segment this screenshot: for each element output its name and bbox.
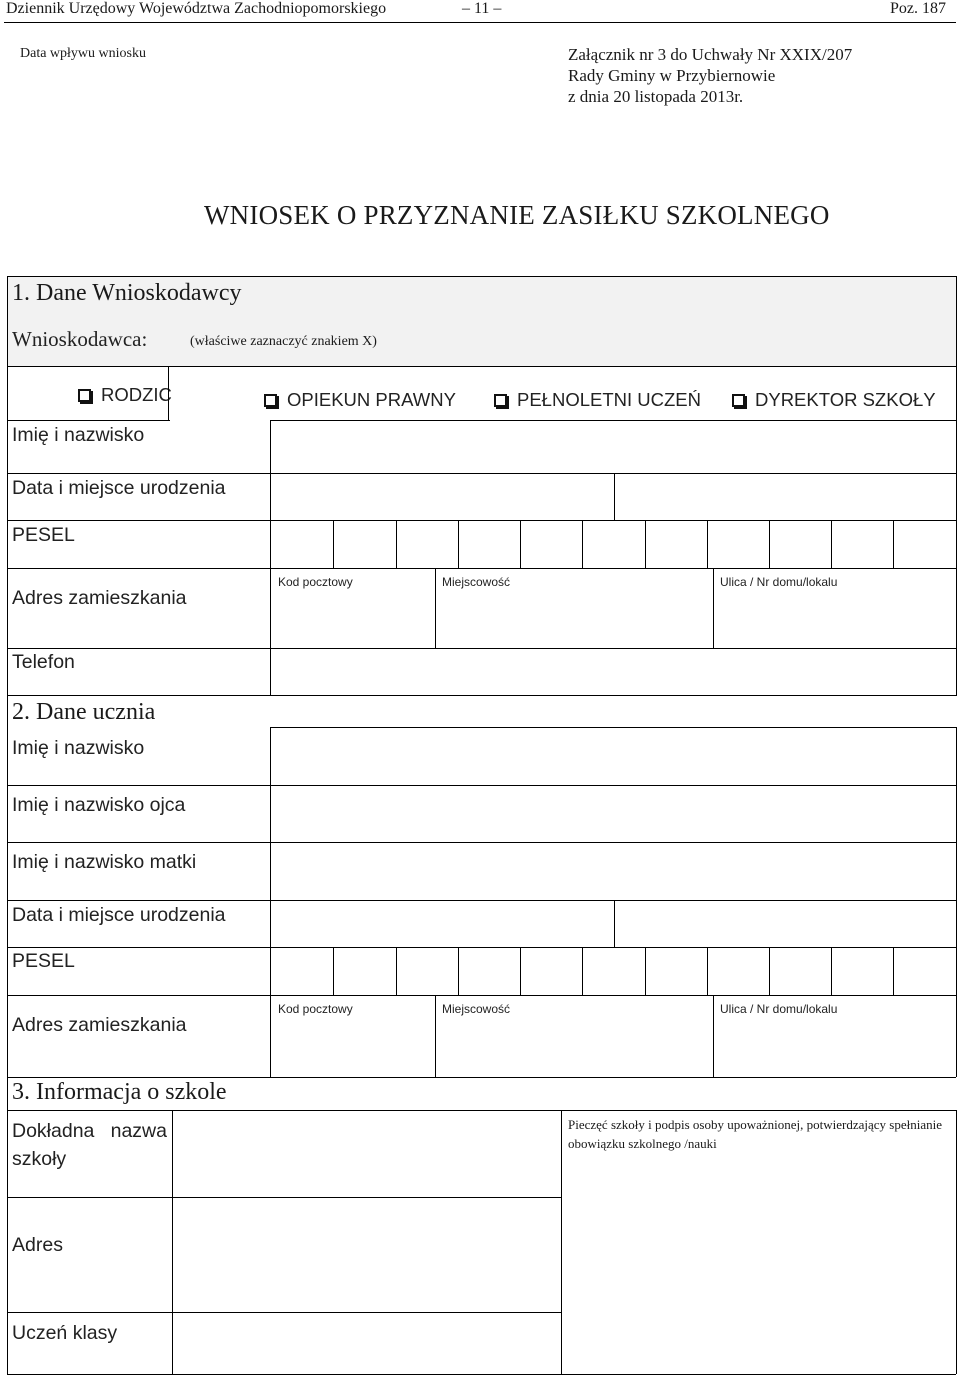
s2-birth-label: Data i miejsce urodzenia [12,904,226,926]
pesel-cell-divider [831,947,832,995]
s2-father-field[interactable] [273,787,955,841]
option-rodzic[interactable] [78,384,172,406]
header-rule [4,22,956,23]
table-rule [7,785,956,786]
table-border [956,727,957,1077]
table-rule [270,727,271,1077]
s1-name-field[interactable] [273,420,955,472]
s1-phone-field[interactable] [273,650,955,694]
checkbox-icon[interactable] [494,394,507,407]
s1-pesel-field[interactable] [273,521,955,567]
table-rule [7,276,956,277]
annex-reference [568,44,852,107]
pesel-cell-divider [645,947,646,995]
s2-mother-field[interactable] [273,844,955,899]
option-opiekun-label: OPIEKUN PRAWNY [287,389,456,410]
pesel-cell-divider [458,520,459,568]
table-rule [561,1110,562,1374]
s1-birth-label: Data i miejsce urodzenia [12,477,226,499]
s2-birth-place-field[interactable] [615,902,955,946]
s2-name-field[interactable] [273,730,955,784]
document-title: WNIOSEK O PRZYZNANIE ZASIŁKU SZKOLNEGO [204,200,830,230]
s2-father-label: Imię i nazwisko ojca [12,794,186,816]
pesel-cell-divider [520,947,521,995]
s1-name-label: Imię i nazwisko [12,424,145,446]
pesel-cell-divider [582,947,583,995]
table-rule [7,1110,956,1111]
table-rule [270,727,956,728]
journal-name: Dziennik Urzędowy Województwa Zachodniopomorskiego [6,0,387,17]
table-rule [435,568,436,648]
pesel-cell-divider [893,520,894,568]
option-dyrektor-szkoly[interactable] [732,389,936,411]
s1-city-label: Miejscowość [442,575,511,589]
pesel-cell-divider [893,947,894,995]
s1-postal-code-field[interactable] [273,592,433,647]
annex-line-1: Załącznik nr 3 do Uchwały Nr XXIX/207 [568,45,853,64]
s2-city-field[interactable] [436,1019,712,1075]
annex-line-3: z dnia 20 listopada 2013r. [568,87,744,106]
position-number: Poz. 187 [890,0,946,17]
s1-city-field[interactable] [436,592,712,647]
s2-pesel-label: PESEL [12,950,75,972]
pesel-cell-divider [645,520,646,568]
table-rule [7,842,956,843]
table-rule [168,366,169,420]
s2-name-label: Imię i nazwisko [12,737,145,759]
s2-street-field[interactable] [715,1019,955,1075]
section3-title: 3. Informacja o szkole [12,1079,227,1105]
s3-address-field[interactable] [174,1200,559,1310]
table-border [956,276,957,696]
pesel-cell-divider [396,947,397,995]
s2-postal-code-field[interactable] [273,1019,433,1075]
table-rule [7,1374,956,1375]
pesel-cell-divider [333,520,334,568]
s3-stamp-area[interactable] [564,1160,954,1372]
section1-title: 1. Dane Wnioskodawcy [12,280,242,306]
option-opiekun-prawny[interactable] [264,389,456,411]
pesel-cell-divider [707,520,708,568]
table-border [7,695,8,1077]
table-rule [7,366,956,367]
journal-header [0,0,960,22]
intake-date-label: Data wpływu wniosku [20,46,146,61]
table-rule [7,1312,561,1313]
pesel-cell-divider [831,520,832,568]
s1-street-label: Ulica / Nr domu/lokalu [720,575,838,589]
s1-pesel-label: PESEL [12,524,75,546]
s2-pesel-field[interactable] [273,948,955,993]
table-rule [7,1197,561,1198]
pesel-cell-divider [396,520,397,568]
table-rule [270,420,956,421]
option-pelnoletni-uczen[interactable] [494,389,701,411]
checkbox-icon[interactable] [78,389,91,402]
section2-title: 2. Dane ucznia [12,699,156,725]
option-rodzic-label: RODZIC [101,384,172,405]
table-border [7,276,8,696]
s1-postal-code-label: Kod pocztowy [278,575,353,589]
option-dyrektor-label: DYREKTOR SZKOŁY [755,389,936,410]
table-rule [614,473,615,520]
table-rule [713,995,714,1077]
s1-address-label: Adres zamieszkania [12,587,187,609]
s1-birth-date-field[interactable] [273,474,613,519]
checkbox-icon[interactable] [732,394,745,407]
table-rule [7,995,956,996]
table-rule [713,568,714,648]
s3-school-name-label: Dokładna nazwa szkoły [12,1120,167,1170]
s3-stamp-note: Pieczęć szkoły i podpis osoby upoważnionej, potwierdzający spełnianie obowiązku szkolnego /nauki [568,1117,943,1151]
s3-class-label: Uczeń klasy [12,1322,118,1344]
table-rule [7,648,956,649]
s2-birth-date-field[interactable] [273,902,613,946]
pesel-cell-divider [520,520,521,568]
s2-street-label: Ulica / Nr domu/lokalu [720,1002,838,1016]
table-rule [7,900,956,901]
table-rule [7,947,956,948]
s3-school-name-field[interactable] [174,1112,559,1196]
pesel-cell-divider [769,947,770,995]
table-rule [7,568,956,569]
s1-birth-place-field[interactable] [615,474,955,519]
checkbox-icon[interactable] [264,394,277,407]
s1-phone-label: Telefon [12,651,75,673]
table-rule [270,420,271,696]
table-rule [7,520,956,521]
pesel-cell-divider [769,520,770,568]
s2-address-label: Adres zamieszkania [12,1014,187,1036]
applicant-hint: (właściwe zaznaczyć znakiem X) [190,334,377,349]
table-rule [435,995,436,1077]
annex-line-2: Rady Gminy w Przybiernowie [568,66,776,85]
s2-postal-code-label: Kod pocztowy [278,1002,353,1016]
s1-street-field[interactable] [715,592,955,647]
s2-city-label: Miejscowość [442,1002,511,1016]
table-rule [7,420,170,421]
s3-address-label: Adres [12,1234,63,1256]
pesel-cell-divider [458,947,459,995]
table-rule [7,695,956,696]
pesel-cell-divider [582,520,583,568]
applicant-label: Wnioskodawca: [12,327,148,351]
table-rule [7,473,956,474]
s2-mother-label: Imię i nazwisko matki [12,851,197,873]
option-uczen-label: PEŁNOLETNI UCZEŃ [517,389,702,410]
s3-class-field[interactable] [174,1314,559,1372]
table-border [7,1077,8,1374]
table-border [956,1110,957,1374]
table-rule [172,1110,173,1374]
table-rule [7,1077,956,1078]
pesel-cell-divider [333,947,334,995]
page-number: – 11 – [462,0,502,17]
pesel-cell-divider [707,947,708,995]
table-rule [614,900,615,947]
